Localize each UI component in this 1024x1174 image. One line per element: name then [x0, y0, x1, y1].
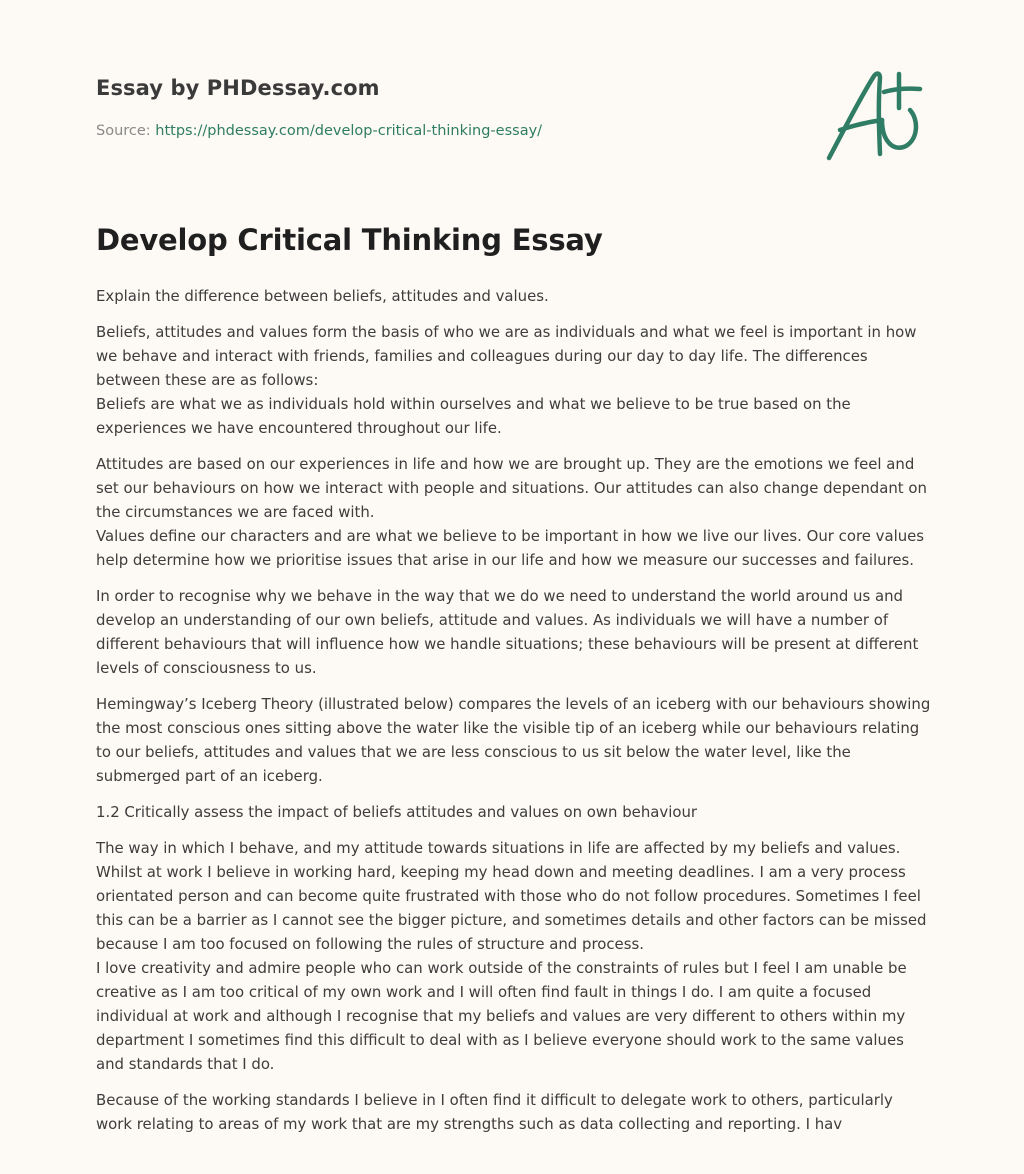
site-title: Essay by PHDessay.com: [96, 76, 380, 100]
paragraph-line: Beliefs, attitudes and values form the basis of who we are as individuals and what we feel is important in how we behave and interact with friends, families and colleagues during our day to day life. The differences between these are as follows:: [96, 323, 917, 389]
source-label: Source:: [96, 123, 151, 139]
source-link[interactable]: https://phdessay.com/develop-critical-thinking-essay/: [155, 123, 543, 139]
paragraph-line: Values define our characters and are what we believe to be important in how we live our lives. Our core values help determine how we prioritise issues that arise in our life and how we measure our successes and failures.: [96, 527, 925, 569]
source-line: [96, 123, 542, 139]
essay-paragraph: [96, 284, 932, 308]
essay-body: [96, 284, 932, 1148]
paragraph-line: Hemingway’s Iceberg Theory (illustrated below) compares the levels of an iceberg with our behaviours showing the most conscious ones sitting above the water like the visible tip of an iceberg while our behaviours relating to our beliefs, attitudes and values that we are less conscious to us sit below the water level, like the submerged part of an iceberg.: [96, 695, 931, 785]
essay-paragraph: [96, 320, 932, 440]
essay-paragraph: [96, 836, 932, 1076]
paragraph-line: Explain the difference between beliefs, attitudes and values.: [96, 287, 549, 305]
essay-title: Develop Critical Thinking Essay: [96, 223, 603, 257]
essay-paragraph: [96, 1088, 932, 1136]
essay-paragraph: [96, 452, 932, 572]
a-plus-logo-icon: [822, 68, 926, 168]
paragraph-line: Beliefs are what we as individuals hold within ourselves and what we believe to be true based on the experiences we have encountered throughout our life.: [96, 395, 851, 437]
essay-paragraph: [96, 584, 932, 680]
paragraph-line: The way in which I behave, and my attitude towards situations in life are affected by my beliefs and values. Whilst at work I believe in working hard, keeping my head down and meeting deadlines. I am a very process orientated person and can become quite frustrated with those who do not follow procedures. Sometimes I feel this can be a barrier as I cannot see the bigger picture, and sometimes details and other factors can be missed because I am too focused on following the rules of structure and process.: [96, 839, 927, 953]
essay-paragraph: [96, 692, 932, 788]
paragraph-line: I love creativity and admire people who can work outside of the constraints of rules but I feel I am unable be creative as I am too critical of my own work and I will often find fault in things I do. I am quite a focused individual at work and although I recognise that my beliefs and values are very different to others within my department I sometimes find this difficult to deal with as I believe everyone should work to the same values and standards that I do.: [96, 959, 907, 1073]
essay-paragraph: [96, 800, 932, 824]
paragraph-line: Attitudes are based on our experiences in life and how we are brought up. They are the emotions we feel and set our behaviours on how we interact with people and situations. Our attitudes can also change dependant on the circumstances we are faced with.: [96, 455, 927, 521]
paragraph-line: 1.2 Critically assess the impact of beliefs attitudes and values on own behaviour: [96, 803, 698, 821]
paragraph-line: In order to recognise why we behave in the way that we do we need to understand the world around us and develop an understanding of our own beliefs, attitude and values. As individuals we will have a number of different behaviours that will influence how we handle situations; these behaviours will be present at different levels of consciousness to us.: [96, 587, 919, 677]
paragraph-line: Because of the working standards I believe in I often find it difficult to delegate work to others, particularly work relating to areas of my work that are my strengths such as data collecting and reporting. I hav: [96, 1091, 893, 1133]
